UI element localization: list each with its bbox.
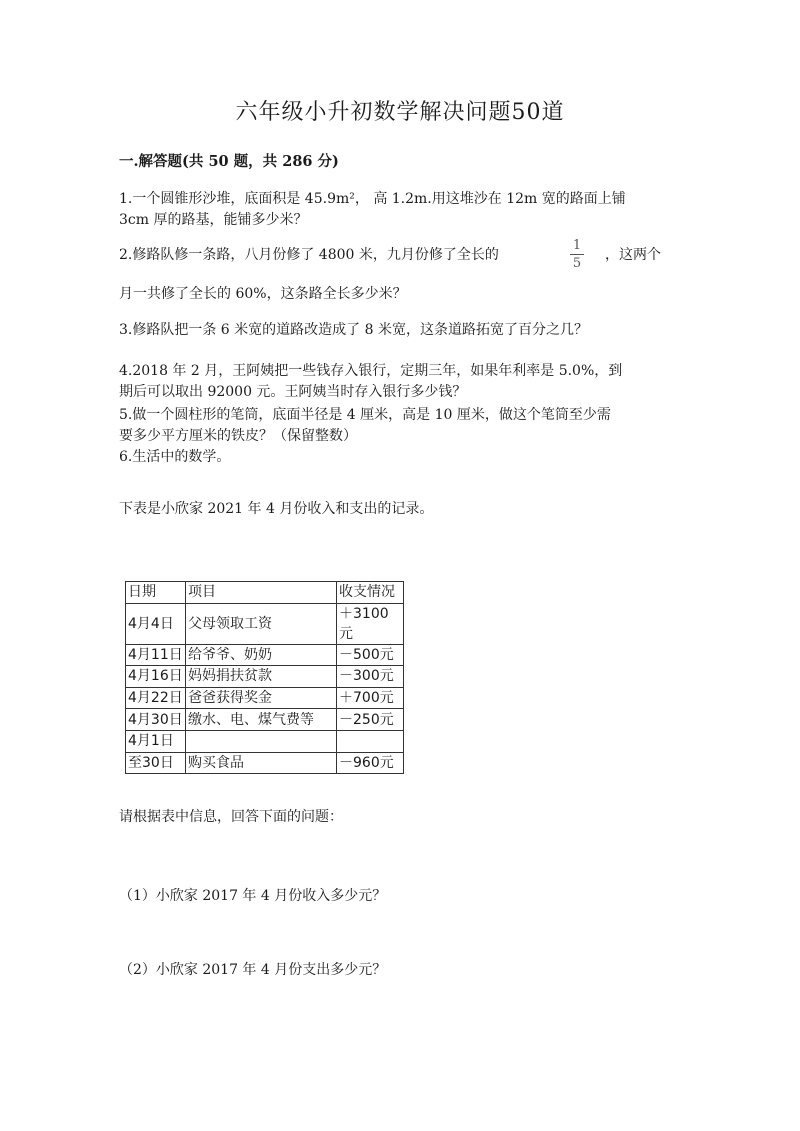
question-4-line-2: 期后可以取出 92000 元。王阿姨当时存入银行多少钱？ bbox=[119, 384, 467, 400]
cell-item: 缴水、电、煤气费等 bbox=[186, 709, 337, 731]
cell-amount: ＋700元 bbox=[337, 687, 404, 709]
cell-date: 至30日 bbox=[126, 752, 186, 774]
cell-date: 4月16日 bbox=[126, 666, 186, 688]
cell-item: 给爷爷、奶奶 bbox=[186, 644, 337, 666]
sub-question-1: （1）小欣家 2017 年 4 月份收入多少元？ bbox=[119, 888, 387, 904]
cell-item: 父母领取工资 bbox=[186, 603, 337, 644]
cell-item: 爸爸获得奖金 bbox=[186, 687, 337, 709]
table-row bbox=[126, 730, 404, 752]
question-6: 6.生活中的数学。 bbox=[119, 449, 231, 465]
cell-date: 4月1日 bbox=[126, 730, 186, 752]
cell-date: 4月4日 bbox=[126, 603, 186, 644]
table-intro: 下表是小欣家 2021 年 4 月份收入和支出的记录。 bbox=[119, 501, 434, 517]
table-row bbox=[126, 752, 404, 774]
cell-amount: －960元 bbox=[337, 752, 404, 774]
cell-item bbox=[186, 730, 337, 752]
header-item: 项目 bbox=[186, 582, 337, 604]
question-1-line-2: 3cm 厚的路基，能铺多少米？ bbox=[119, 212, 308, 228]
question-1-line-1: 1.一个圆锥形沙堆，底面积是 45.9m²， 高 1.2m.用这堆沙在 12m 宽的路面上铺 bbox=[119, 191, 626, 207]
question-prompt: 请根据表中信息，回答下面的问题： bbox=[119, 809, 343, 825]
fraction-bar bbox=[570, 254, 584, 255]
question-2-line-1-end: ，这两个 bbox=[605, 247, 661, 263]
cell-date: 4月22日 bbox=[126, 687, 186, 709]
question-4-line-1: 4.2018 年 2 月，王阿姨把一些钱存入银行，定期三年，如果年利率是 5.0%，到 bbox=[119, 363, 623, 379]
table-row bbox=[126, 687, 404, 709]
table-row bbox=[126, 644, 404, 666]
cell-amount: －250元 bbox=[337, 709, 404, 731]
cell-item: 购买食品 bbox=[186, 752, 337, 774]
cell-amount: －300元 bbox=[337, 666, 404, 688]
table-row bbox=[126, 709, 404, 731]
page-title: 六年级小升初数学解决问题50道 bbox=[235, 100, 565, 125]
section-header: 一.解答题(共 50 题，共 286 分) bbox=[119, 153, 339, 170]
sub-question-2: （2）小欣家 2017 年 4 月份支出多少元？ bbox=[119, 962, 387, 978]
cell-amount: －500元 bbox=[337, 644, 404, 666]
cell-date: 4月11日 bbox=[126, 644, 186, 666]
cell-amount: ＋3100元 bbox=[337, 603, 404, 644]
question-5-line-1: 5.做一个圆柱形的笔筒，底面半径是 4 厘米，高是 10 厘米，做这个笔筒至少需 bbox=[119, 407, 611, 423]
fraction-denominator: 5 bbox=[572, 256, 582, 271]
question-2-line-2: 月一共修了全长的 60%，这条路全长多少米？ bbox=[119, 286, 407, 302]
table-header-row bbox=[126, 582, 404, 604]
table-row bbox=[126, 603, 404, 644]
header-amount: 收支情况 bbox=[337, 582, 404, 604]
header-date: 日期 bbox=[126, 582, 186, 604]
cell-item: 妈妈捐扶贫款 bbox=[186, 666, 337, 688]
cell-amount bbox=[337, 730, 404, 752]
fraction-numerator: 1 bbox=[572, 238, 582, 253]
question-3: 3.修路队把一条 6 米宽的道路改造成了 8 米宽，这条道路拓宽了百分之几？ bbox=[119, 322, 588, 338]
fraction-one-fifth bbox=[570, 238, 584, 271]
income-expense-table bbox=[125, 581, 404, 774]
question-5-line-2: 要多少平方厘米的铁皮？（保留整数） bbox=[119, 428, 357, 444]
table-row bbox=[126, 666, 404, 688]
cell-date: 4月30日 bbox=[126, 709, 186, 731]
question-2-line-1: 2.修路队修一条路，八月份修了 4800 米，九月份修了全长的 bbox=[119, 247, 499, 263]
